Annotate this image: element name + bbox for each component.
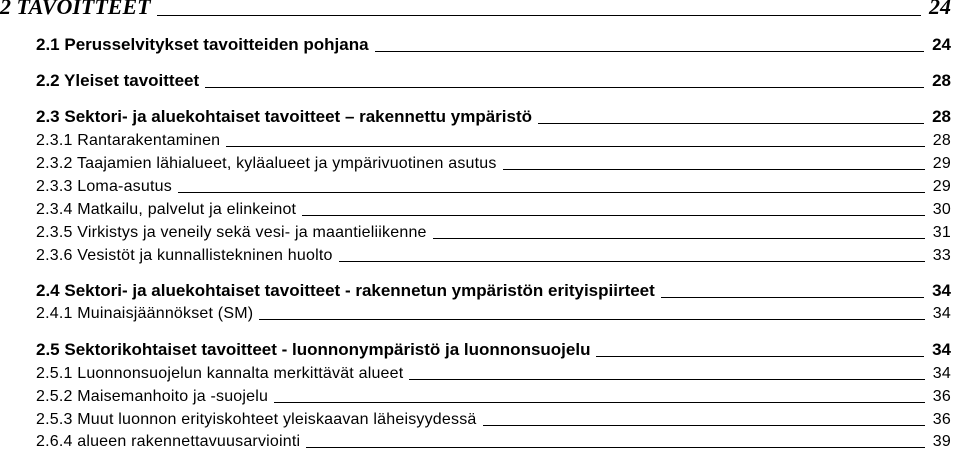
toc-entry[interactable] bbox=[36, 107, 951, 127]
toc-page-number: 34 bbox=[932, 340, 951, 359]
toc-leader-line bbox=[302, 214, 925, 216]
toc-leader-line bbox=[483, 424, 925, 426]
toc-leader-line bbox=[339, 260, 925, 262]
toc-page-number: 24 bbox=[929, 0, 951, 19]
toc-page-number: 33 bbox=[932, 247, 951, 264]
toc-leader-line bbox=[274, 401, 925, 403]
toc-entry[interactable] bbox=[0, 0, 951, 20]
toc-entry-title: 2.3.3 Loma-asutus bbox=[36, 178, 172, 195]
toc-entry[interactable] bbox=[36, 201, 951, 219]
toc-page-number: 28 bbox=[932, 132, 951, 149]
toc-entry-title: 2.2 Yleiset tavoitteet bbox=[36, 71, 200, 90]
toc-entry-title: 2.6.4 alueen rakennettavuusarviointi bbox=[36, 433, 301, 450]
toc-entry-title: 2.5.1 Luonnonsuojelun kannalta merkittävät alueet bbox=[36, 365, 404, 382]
toc-entry[interactable] bbox=[36, 433, 951, 451]
toc-page-number: 28 bbox=[932, 107, 951, 126]
toc-entry[interactable] bbox=[36, 388, 951, 406]
toc-entry[interactable] bbox=[36, 247, 951, 265]
toc-entry[interactable] bbox=[36, 224, 951, 242]
toc-leader-line bbox=[259, 318, 925, 320]
toc-page-number: 29 bbox=[932, 178, 951, 195]
toc-entry[interactable] bbox=[36, 178, 951, 196]
toc-leader-line bbox=[178, 191, 925, 193]
toc-page-number: 28 bbox=[932, 71, 951, 90]
toc-leader-line bbox=[205, 86, 924, 88]
toc-leader-line bbox=[661, 296, 924, 298]
toc-leader-line bbox=[503, 168, 925, 170]
toc-entry-title: 2.5.2 Maisemanhoito ja -suojelu bbox=[36, 388, 269, 405]
toc-leader-line bbox=[375, 50, 925, 52]
toc-entry[interactable] bbox=[36, 411, 951, 429]
toc-leader-line bbox=[538, 122, 924, 124]
toc-entry-title: 2.4 Sektori- ja aluekohtaiset tavoitteet - rakennetun ympäristön erityispiirteet bbox=[36, 281, 655, 300]
toc-leader-line bbox=[157, 14, 921, 16]
toc-page-number: 31 bbox=[932, 224, 951, 241]
toc-entry-title: 2.5.3 Muut luonnon erityiskohteet yleiskaavan läheisyydessä bbox=[36, 411, 477, 428]
toc-page-number: 34 bbox=[932, 281, 951, 300]
toc-entry-title: 2.3.1 Rantarakentaminen bbox=[36, 132, 221, 149]
toc-page-number: 36 bbox=[932, 388, 951, 405]
toc-leader-line bbox=[306, 446, 925, 448]
toc-entry-title: 2.4.1 Muinaisjäännökset (SM) bbox=[36, 305, 254, 322]
toc-leader-line bbox=[409, 378, 924, 380]
toc-entry[interactable] bbox=[36, 155, 951, 173]
toc-entry[interactable] bbox=[36, 365, 951, 383]
toc-entry-title: 2.1 Perusselvitykset tavoitteiden pohjana bbox=[36, 35, 369, 54]
toc-page-number: 34 bbox=[932, 305, 951, 322]
toc-entry[interactable] bbox=[36, 305, 951, 323]
toc-entry-title: 2.3.2 Taajamien lähialueet, kyläalueet ja ympärivuotinen asutus bbox=[36, 155, 497, 172]
toc-entry[interactable] bbox=[36, 281, 951, 301]
toc-entry-title: 2.3.5 Virkistys ja veneily sekä vesi- ja maantieliikenne bbox=[36, 224, 427, 241]
toc-leader-line bbox=[433, 237, 925, 239]
toc-page-number: 36 bbox=[932, 411, 951, 428]
toc-entry[interactable] bbox=[36, 340, 951, 360]
toc-entry[interactable] bbox=[36, 71, 951, 91]
toc-entry[interactable] bbox=[36, 132, 951, 150]
toc-entry-title: 2.3.6 Vesistöt ja kunnallistekninen huolto bbox=[36, 247, 333, 264]
toc-page-number: 34 bbox=[932, 365, 951, 382]
toc-leader-line bbox=[596, 355, 924, 357]
toc-leader-line bbox=[226, 145, 925, 147]
toc-page-number: 30 bbox=[932, 201, 951, 218]
toc-page-number: 24 bbox=[932, 35, 951, 54]
toc-page-number: 39 bbox=[932, 433, 951, 450]
toc-entry-title: 2 TAVOITTEET bbox=[0, 0, 151, 19]
toc-entry-title: 2.3 Sektori- ja aluekohtaiset tavoitteet – rakennettu ympäristö bbox=[36, 107, 532, 126]
toc-entry[interactable] bbox=[36, 35, 951, 55]
toc-entry-title: 2.5 Sektorikohtaiset tavoitteet - luonnonympäristö ja luonnonsuojelu bbox=[36, 340, 591, 359]
toc-page-number: 29 bbox=[932, 155, 951, 172]
toc-entry-title: 2.3.4 Matkailu, palvelut ja elinkeinot bbox=[36, 201, 297, 218]
